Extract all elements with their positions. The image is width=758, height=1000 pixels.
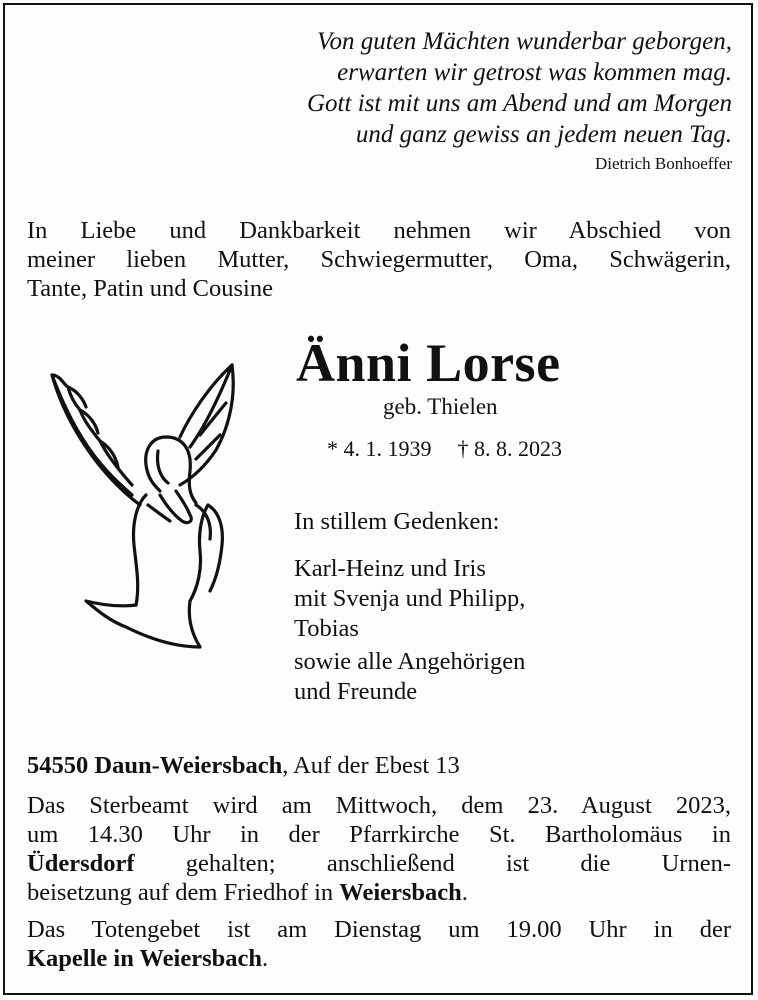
intro-line: Tante, Patin und Cousine — [27, 275, 273, 302]
intro-line: In Liebe und Dankbarkeit nehmen wir Abschied von — [27, 217, 731, 244]
service-line — [27, 849, 731, 878]
poem — [307, 26, 732, 150]
mourner-line: mit Svenja und Philipp, — [294, 585, 526, 612]
service-line-post: . — [461, 879, 468, 906]
intro-text — [27, 216, 731, 303]
poem-line: erwarten wir getrost was kommen mag. — [337, 59, 732, 86]
poem-line: und ganz gewiss an jedem neuen Tag. — [355, 121, 732, 148]
poem-line: Gott ist mit uns am Abend und am Morgen — [307, 90, 732, 117]
birth-date: * 4. 1. 1939 — [327, 436, 432, 461]
mourner-line: und Freunde — [294, 678, 418, 705]
birth-name: geb. Thielen — [383, 394, 498, 419]
memory-heading: In stillem Gedenken: — [294, 508, 500, 535]
prayer-line: Das Totengebet ist am Dienstag um 19.00 Uhr in der — [27, 916, 731, 943]
prayer-line — [27, 944, 731, 973]
prayer-place: Kapelle in Weiersbach — [27, 945, 263, 972]
mourner-line: Karl-Heinz und Iris — [294, 555, 486, 582]
service-line-pre: beisetzung auf dem Friedhof in — [27, 879, 340, 906]
service-line-rest: gehalten; anschließend ist die Urnen- — [134, 850, 731, 877]
address — [27, 752, 460, 780]
life-dates — [327, 436, 588, 462]
prayer-line-post: . — [262, 945, 269, 972]
service-line: Das Sterbeamt wird am Mittwoch, dem 23. August 2023, — [27, 792, 731, 819]
burial-place: Weiersbach — [339, 879, 462, 906]
intro-line: meiner lieben Mutter, Schwiegermutter, Oma, Schwägerin, — [27, 246, 731, 273]
poem-author: Dietrich Bonhoeffer — [594, 154, 732, 173]
service-place: Üdersdorf — [27, 850, 135, 877]
address-street: , Auf der Ebest 13 — [282, 752, 460, 779]
mourners-family — [294, 554, 525, 644]
poem-line: Von guten Mächten wunderbar geborgen, — [317, 28, 732, 55]
death-date: † 8. 8. 2023 — [457, 436, 562, 461]
service-line — [27, 878, 731, 907]
mourner-line: sowie alle Angehörigen — [294, 648, 526, 675]
address-city: 54550 Daun-Weiersbach — [27, 752, 283, 779]
mourners-others — [294, 647, 525, 707]
mourner-line: Tobias — [294, 615, 359, 642]
deceased-name: Änni Lorse — [296, 333, 561, 393]
service-text — [27, 791, 731, 907]
service-line: um 14.30 Uhr in der Pfarrkirche St. Bartholomäus in — [27, 821, 731, 848]
prayer-text — [27, 915, 731, 973]
angel-icon — [40, 355, 265, 675]
